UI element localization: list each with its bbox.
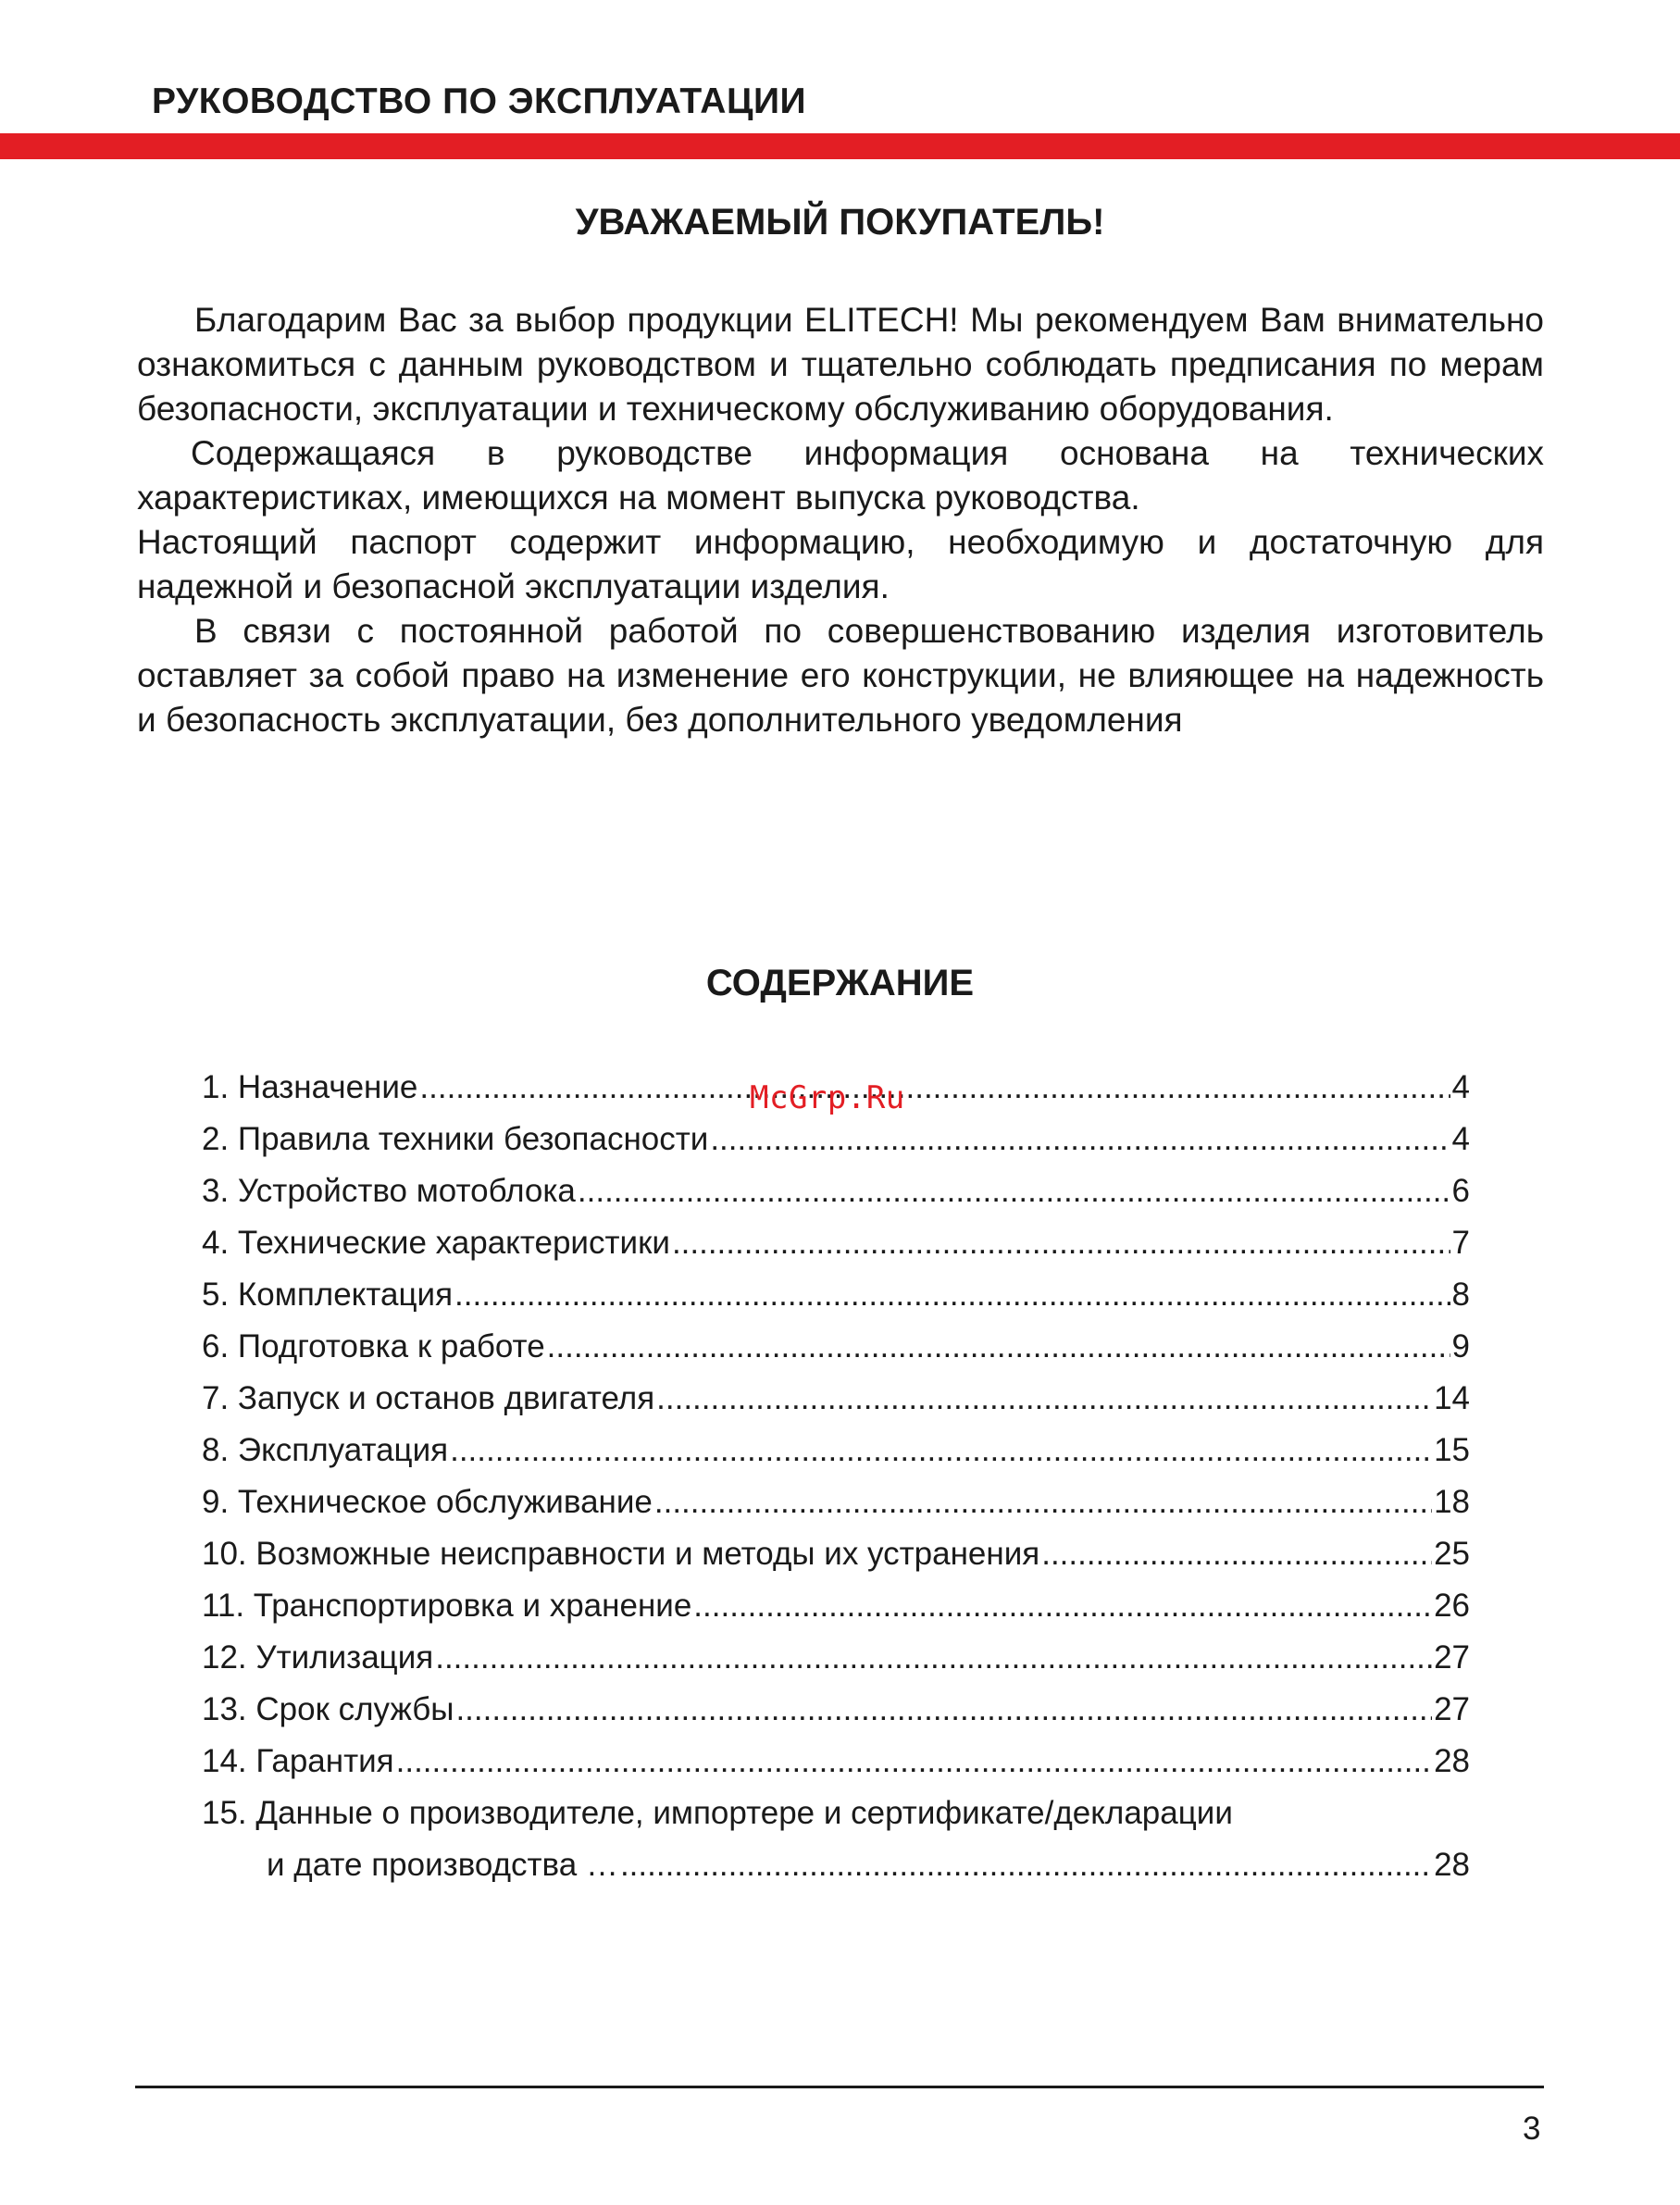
toc-item[interactable] [202, 1373, 1470, 1425]
intro-paragraph-2: Содержащаяся в руководстве информация основана на технических характеристиках, имеющихся на момент выпуска руководства. [137, 434, 1544, 517]
toc-item[interactable] [202, 1425, 1470, 1476]
toc-leader-dots [620, 1839, 1432, 1891]
toc-item[interactable] [202, 1736, 1470, 1788]
footer-divider [135, 2086, 1544, 2088]
toc-item-title: 11. Транспортировка и хранение [202, 1588, 692, 1624]
toc-leader-dots [450, 1425, 1432, 1476]
intro-text [137, 298, 1544, 742]
toc-item[interactable] [202, 1114, 1470, 1165]
toc-item-page: 27 [1434, 1639, 1470, 1676]
greeting-heading: УВАЖАЕМЫЙ ПОКУПАТЕЛЬ! [575, 202, 1105, 243]
toc-item-title: 9. Техническое обслуживание [202, 1484, 653, 1520]
toc-item-title: 13. Срок службы [202, 1691, 454, 1727]
toc-item-title: 10. Возможные неисправности и методы их устранения [202, 1536, 1040, 1572]
toc-leader-dots [419, 1062, 1450, 1114]
toc-item-page: 25 [1434, 1536, 1470, 1572]
toc-item-title: 2. Правила техники безопасности [202, 1121, 709, 1157]
toc-item-title: 7. Запуск и останов двигателя [202, 1380, 655, 1416]
contents-heading: СОДЕРЖАНИЕ [705, 963, 975, 1003]
toc-item-continuation[interactable] [202, 1839, 1470, 1891]
toc-item-page: 4 [1451, 1121, 1470, 1157]
intro-paragraph-3: Настоящий паспорт содержит информацию, необходимую и достаточную для надежной и безопасной эксплуатации изделия. [137, 523, 1544, 605]
toc-item-page: 4 [1451, 1069, 1470, 1105]
toc-item-page: 7 [1451, 1225, 1470, 1261]
toc-item-title: 5. Комплектация [202, 1277, 454, 1313]
toc-item-page: 18 [1434, 1484, 1470, 1520]
toc-item-page: 8 [1451, 1277, 1470, 1313]
toc-leader-dots [455, 1684, 1432, 1736]
toc-leader-dots [710, 1114, 1450, 1165]
toc-item-page: 27 [1434, 1691, 1470, 1727]
intro-paragraph-1: Благодарим Вас за выбор продукции ELITECH! Мы рекомендуем Вам внимательно ознакомиться с данным руководством и тщательно соблюдать предписания по мерам безопасности, эксплуатации и техническому обслуживанию оборудования. [137, 301, 1544, 428]
toc-item[interactable] [202, 1321, 1470, 1373]
toc-leader-dots [454, 1269, 1450, 1321]
toc-item-page: 6 [1451, 1173, 1470, 1209]
toc-item[interactable] [202, 1684, 1470, 1736]
toc-item-page: 28 [1434, 1743, 1470, 1779]
toc-item[interactable] [202, 1476, 1470, 1528]
toc-item-page: 15 [1434, 1432, 1470, 1468]
toc-leader-dots [693, 1580, 1432, 1632]
toc-item-title: 3. Устройство мотоблока [202, 1173, 576, 1209]
toc-item[interactable] [202, 1165, 1470, 1217]
watermark-text: McGrp.Ru [750, 1079, 905, 1116]
toc-item-title: 8. Эксплуатация [202, 1432, 449, 1468]
toc-item-title-continued: и дате производства … [267, 1847, 618, 1883]
toc-item-title: 6. Подготовка к работе [202, 1328, 545, 1364]
toc-item[interactable] [202, 1580, 1470, 1632]
toc-item-title: 15. Данные о производителе, импортере и сертификате/декларации [202, 1795, 1233, 1831]
toc-item-title: 1. Назначение [202, 1069, 418, 1105]
toc-item-title: 4. Технические характеристики [202, 1225, 670, 1261]
toc-item-page: 14 [1434, 1380, 1470, 1416]
toc-item[interactable] [202, 1528, 1470, 1580]
toc-leader-dots [578, 1165, 1450, 1217]
table-of-contents [202, 1062, 1470, 1891]
toc-item[interactable] [202, 1632, 1470, 1684]
toc-leader-dots [656, 1373, 1432, 1425]
intro-paragraph-4: В связи с постоянной работой по совершенствованию изделия изготовитель оставляет за собой право на изменение его конструкции, не влияющее на надежность и безопасность эксплуатации, без дополнительного уведомления [137, 612, 1544, 739]
page-number: 3 [1523, 2111, 1541, 2147]
toc-leader-dots [654, 1476, 1432, 1528]
toc-item[interactable] [202, 1788, 1470, 1839]
toc-item-page: 28 [1434, 1847, 1470, 1883]
running-header-title: РУКОВОДСТВО ПО ЭКСПЛУАТАЦИИ [152, 81, 807, 121]
toc-leader-dots [547, 1321, 1450, 1373]
toc-item-title: 14. Гарантия [202, 1743, 394, 1779]
toc-leader-dots [1041, 1528, 1432, 1580]
toc-item-page: 26 [1434, 1588, 1470, 1624]
toc-leader-dots [435, 1632, 1432, 1684]
toc-leader-dots [672, 1217, 1450, 1269]
toc-item[interactable] [202, 1217, 1470, 1269]
toc-item-title: 12. Утилизация [202, 1639, 434, 1676]
toc-item-page: 9 [1451, 1328, 1470, 1364]
toc-item[interactable] [202, 1269, 1470, 1321]
header-red-band [0, 133, 1680, 159]
toc-leader-dots [396, 1736, 1432, 1788]
